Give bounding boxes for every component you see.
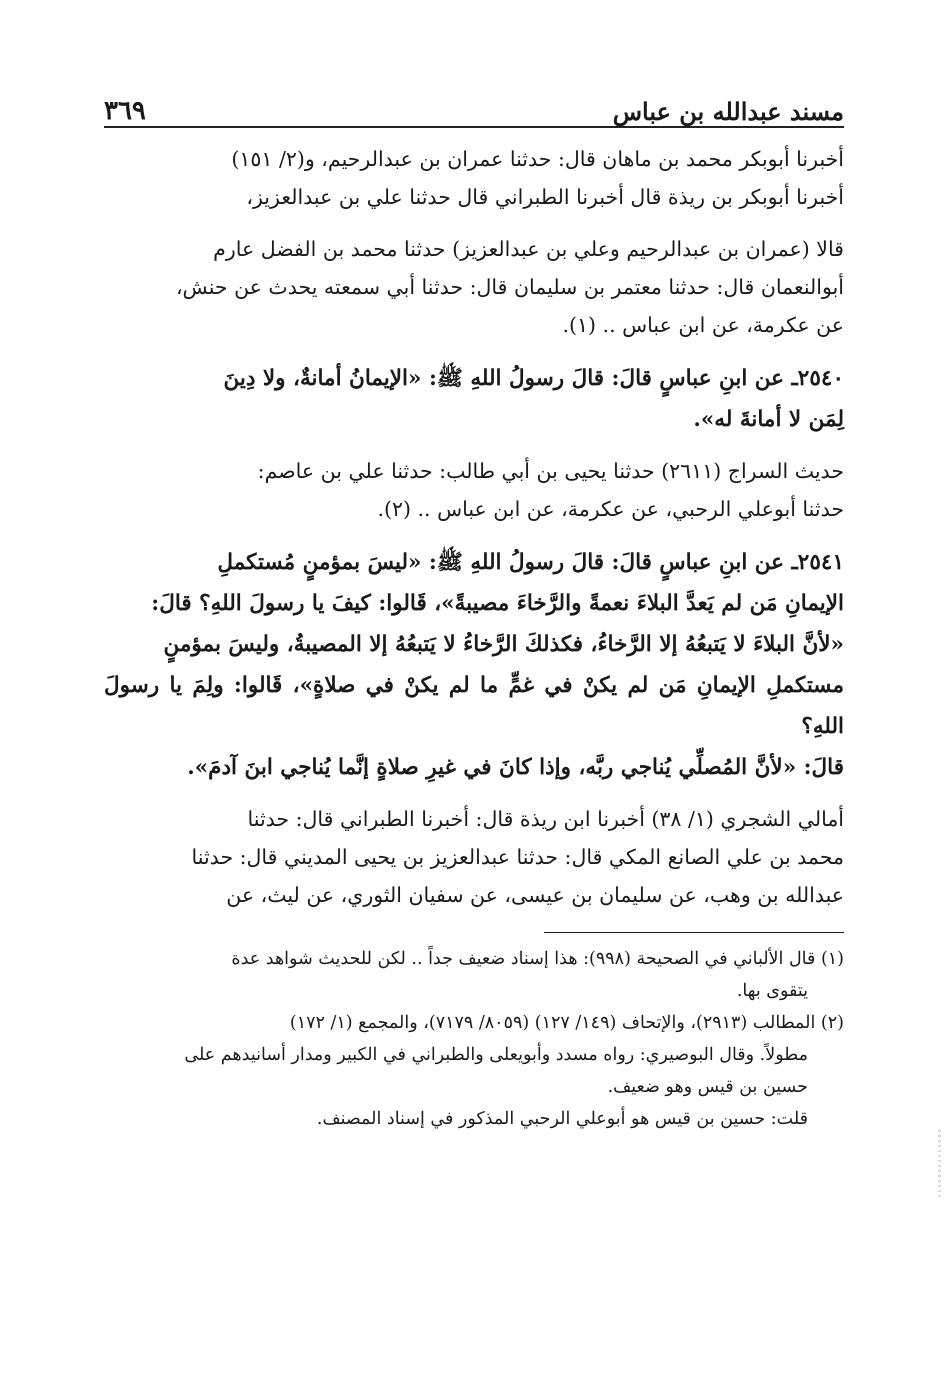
text-line: محمد بن علي الصانع المكي قال: حدثنا عبدالعزيز بن يحيى المديني قال: حدثنا — [191, 845, 844, 869]
text-line: أبوالنعمان قال: حدثنا معتمر بن سليمان قال: حدثنا أبي سمعته يحدث عن حنش، — [175, 275, 844, 299]
footnote-1 — [104, 943, 844, 1007]
text-line: أخبرنا أبوبكر بن ريذة قال أخبرنا الطبراني قال حدثنا علي بن عبدالعزيز، — [246, 185, 844, 209]
footnote-line: (١) قال الألباني في الصحيحة (٩٩٨): هذا إسناد ضعيف جداً .. لكن للحديث شواهد عدة — [231, 949, 844, 969]
footnote-line: قلت: حسين بن قيس هو أبوعلي الرحبي المذكور في إسناد المصنف. — [316, 1109, 808, 1129]
text-line: عن عكرمة، عن ابن عباس .. (١). — [562, 313, 844, 337]
isnad-paragraph — [104, 140, 844, 216]
footnotes — [104, 943, 844, 1135]
text-line: حدثنا أبوعلي الرحبي، عن عكرمة، عن ابن عباس .. (٢). — [377, 497, 844, 521]
scan-edge-mark — [938, 1130, 941, 1200]
page-header — [104, 78, 844, 128]
footnote-line: يتقوى بها. — [736, 981, 808, 1001]
text-line: أخبرنا أبوبكر محمد بن ماهان قال: حدثنا عمران بن عبدالرحيم، و(٢/ ١٥١) — [231, 147, 844, 171]
text-line: عبدالله بن وهب، عن سليمان بن عيسى، عن سفيان الثوري، عن ليث، عن — [226, 883, 844, 907]
hadith-line: ٢٥٤١ـ عن ابنِ عباسٍ قالَ: قالَ رسولُ اللهِ ﷺ: «ليسَ بمؤمنٍ مُستكملِ — [217, 550, 844, 575]
hadith-2541 — [104, 542, 844, 788]
hadith-line: «لأنَّ البلاءَ لا يَتبعُهُ إلا الرَّخاءُ، فكذلكَ الرَّخاءُ لا يَتبعُهُ إلا المصيبةُ، وليسَ بمؤمنٍ — [163, 632, 844, 657]
hadith-2540 — [104, 358, 844, 440]
hadith-line: قالَ: «لأنَّ المُصلِّي يُناجي ربَّه، وإذا كانَ في غيرِ صلاةٍ إنَّما يُناجي ابنَ آدمَ». — [187, 755, 844, 780]
book-page — [104, 78, 844, 1135]
isnad-paragraph — [104, 800, 844, 914]
footnote-line: (٢) المطالب (٢٩١٣)، والإتحاف (١٤٩/ ١٢٧) (٨٠٥٩/ ٧١٧٩)، والمجمع (١/ ١٧٢) — [289, 1013, 844, 1033]
page-number: ٣٦٩ — [104, 96, 146, 126]
text-line: أمالي الشجري (١/ ٣٨) أخبرنا ابن ريذة قال: أخبرنا الطبراني قال: حدثنا — [247, 807, 844, 831]
footnote-2 — [104, 1007, 844, 1135]
isnad-paragraph — [104, 230, 844, 344]
main-text — [104, 140, 844, 914]
running-title: مسند عبدالله بن عباس — [612, 97, 844, 126]
isnad-paragraph — [104, 452, 844, 528]
hadith-line: لِمَن لا أمانةَ له». — [693, 407, 844, 432]
footnote-separator — [544, 932, 844, 933]
hadith-line: مستكملِ الإيمانِ مَن لم يكنْ في غمٍّ ما لم يكنْ في صلاةٍ»، قَالوا: ولِمَ يا رسولَ اللهِ؟ — [104, 673, 844, 739]
hadith-line: ٢٥٤٠ـ عن ابنِ عباسٍ قالَ: قالَ رسولُ اللهِ ﷺ: «الإيمانُ أمانةٌ، ولا دِينَ — [223, 366, 844, 391]
hadith-line: الإيمانِ مَن لم يَعدَّ البلاءَ نعمةً والرَّخاءَ مصيبةً»، قَالوا: كيفَ يا رسولَ اللهِ؟ قالَ: — [151, 591, 844, 616]
footnote-line: حسين بن قيس وهو ضعيف. — [607, 1077, 808, 1097]
text-line: قالا (عمران بن عبدالرحيم وعلي بن عبدالعزيز) حدثنا محمد بن الفضل عارم — [213, 237, 844, 261]
text-line: حديث السراج (٢٦١١) حدثنا يحيى بن أبي طالب: حدثنا علي بن عاصم: — [257, 459, 844, 483]
footnote-line: مطولاً. وقال البوصيري: رواه مسدد وأبويعلى والطبراني في الكبير ومدار أسانيدهم على — [184, 1045, 808, 1065]
